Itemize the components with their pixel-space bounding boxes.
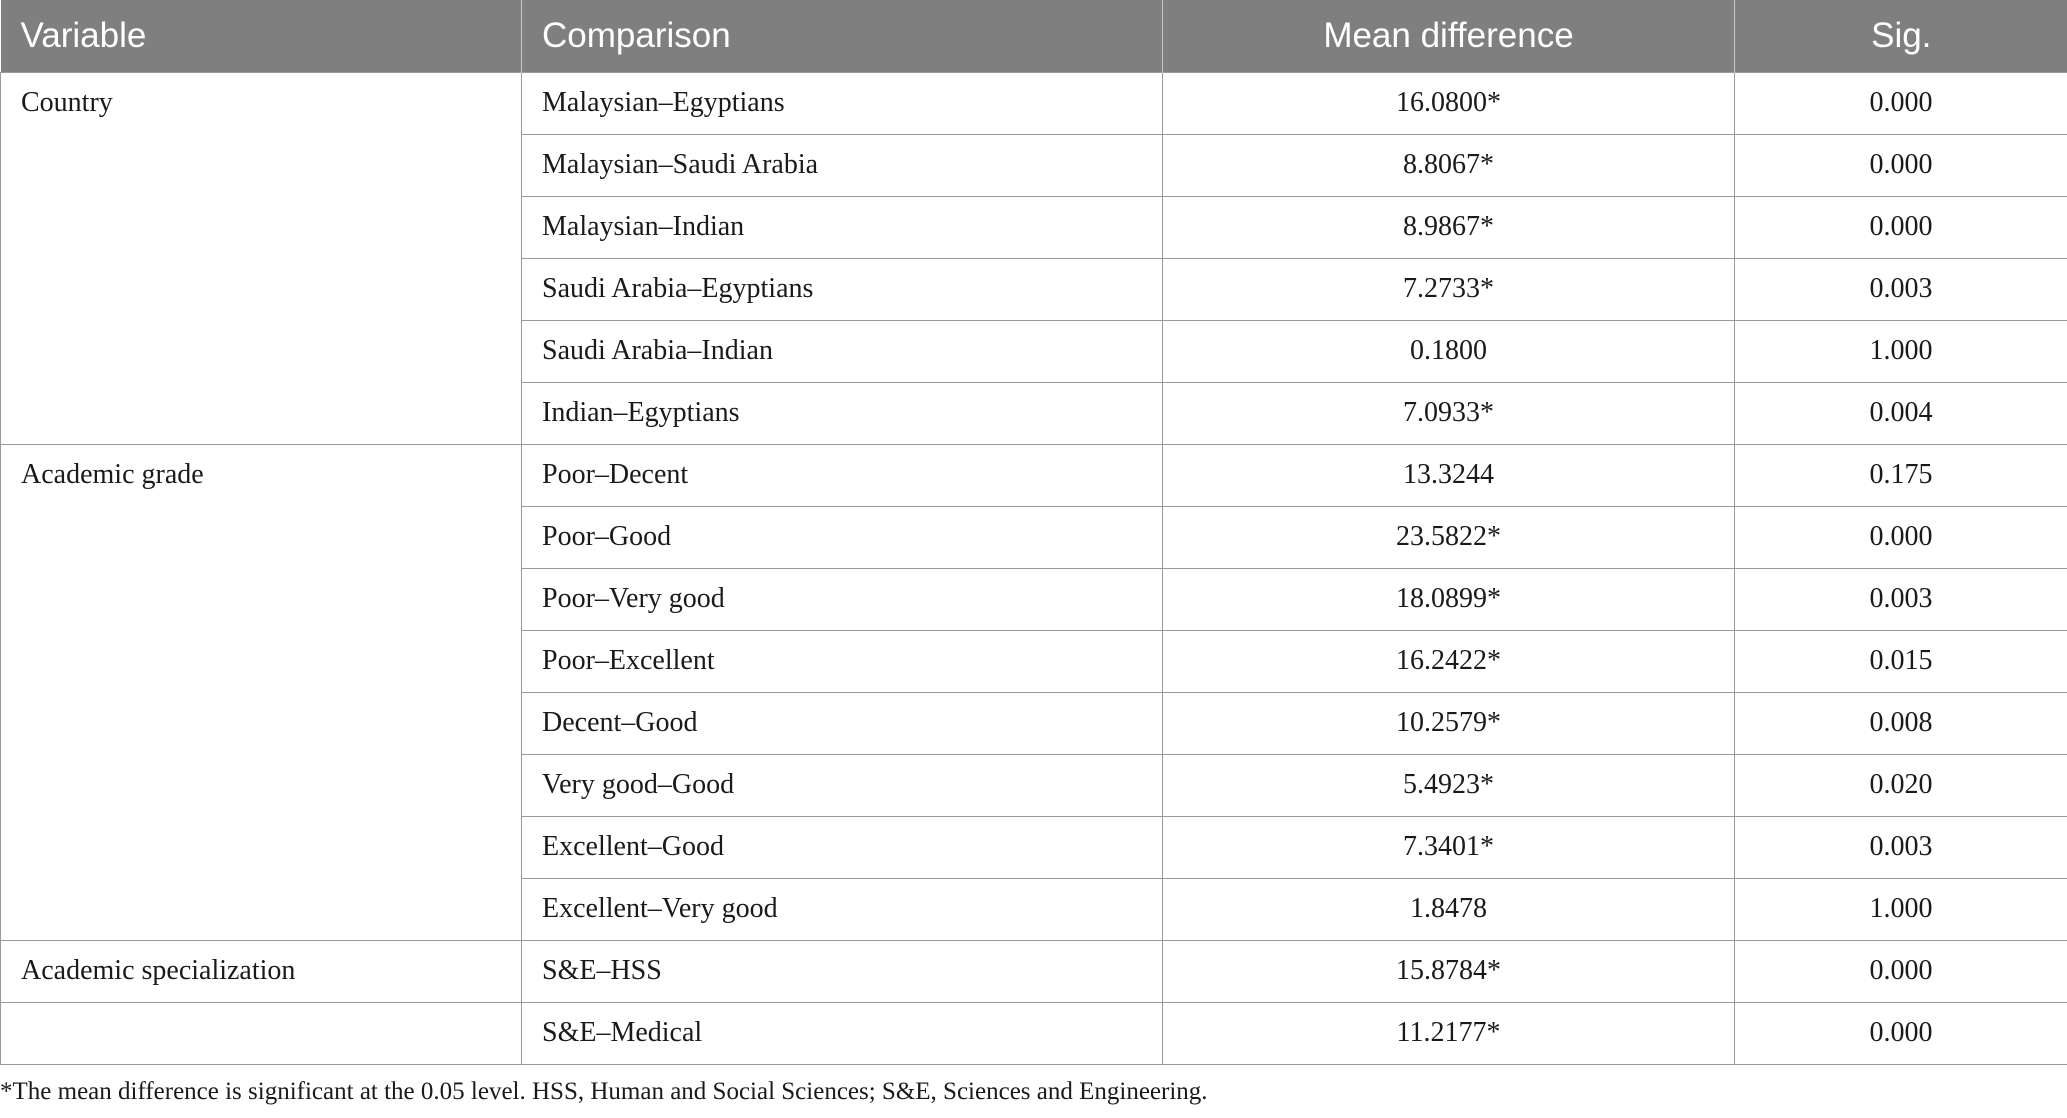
mean-difference-cell: 11.2177* bbox=[1163, 1002, 1735, 1064]
table-row bbox=[1, 940, 2067, 1002]
mean-difference-cell: 1.8478 bbox=[1163, 878, 1735, 940]
table-footnote: *The mean difference is significant at the 0.05 level. HSS, Human and Social Sciences; S&E, Sciences and Engineering. bbox=[0, 1078, 1208, 1105]
mean-difference-cell: 16.0800* bbox=[1163, 72, 1735, 134]
sig-cell: 0.003 bbox=[1735, 816, 2067, 878]
comparison-cell: Saudi Arabia–Egyptians bbox=[522, 258, 1163, 320]
variable-cell-empty bbox=[1, 1002, 522, 1064]
header-variable: Variable bbox=[1, 0, 522, 72]
sig-cell: 0.175 bbox=[1735, 444, 2067, 506]
mean-difference-cell: 8.8067* bbox=[1163, 134, 1735, 196]
mean-difference-cell: 10.2579* bbox=[1163, 692, 1735, 754]
header-mean-difference: Mean difference bbox=[1163, 0, 1735, 72]
table-header-row bbox=[1, 0, 2067, 72]
header-comparison: Comparison bbox=[522, 0, 1163, 72]
header-sig: Sig. bbox=[1735, 0, 2067, 72]
sig-cell: 0.004 bbox=[1735, 382, 2067, 444]
mean-difference-cell: 5.4923* bbox=[1163, 754, 1735, 816]
comparison-cell: Malaysian–Indian bbox=[522, 196, 1163, 258]
comparison-cell: Poor–Very good bbox=[522, 568, 1163, 630]
mean-difference-cell: 13.3244 bbox=[1163, 444, 1735, 506]
sig-cell: 0.003 bbox=[1735, 568, 2067, 630]
comparison-cell: Poor–Good bbox=[522, 506, 1163, 568]
sig-cell: 0.015 bbox=[1735, 630, 2067, 692]
variable-cell-academic-grade: Academic grade bbox=[1, 444, 522, 940]
mean-difference-cell: 8.9867* bbox=[1163, 196, 1735, 258]
table-row bbox=[1, 1002, 2067, 1064]
mean-difference-cell: 0.1800 bbox=[1163, 320, 1735, 382]
table-row bbox=[1, 444, 2067, 506]
sig-cell: 1.000 bbox=[1735, 320, 2067, 382]
mean-difference-cell: 7.2733* bbox=[1163, 258, 1735, 320]
comparison-cell: Malaysian–Saudi Arabia bbox=[522, 134, 1163, 196]
mean-difference-cell: 7.3401* bbox=[1163, 816, 1735, 878]
sig-cell: 0.000 bbox=[1735, 940, 2067, 1002]
comparison-cell: Indian–Egyptians bbox=[522, 382, 1163, 444]
sig-cell: 0.000 bbox=[1735, 506, 2067, 568]
comparison-cell: Saudi Arabia–Indian bbox=[522, 320, 1163, 382]
sig-cell: 0.000 bbox=[1735, 134, 2067, 196]
table-row bbox=[1, 72, 2067, 134]
sig-cell: 0.000 bbox=[1735, 72, 2067, 134]
mean-difference-cell: 16.2422* bbox=[1163, 630, 1735, 692]
comparison-cell: Malaysian–Egyptians bbox=[522, 72, 1163, 134]
sig-cell: 0.003 bbox=[1735, 258, 2067, 320]
sig-cell: 1.000 bbox=[1735, 878, 2067, 940]
mean-difference-cell: 7.0933* bbox=[1163, 382, 1735, 444]
sig-cell: 0.008 bbox=[1735, 692, 2067, 754]
mean-difference-cell: 23.5822* bbox=[1163, 506, 1735, 568]
variable-cell-academic-specialization: Academic specialization bbox=[1, 940, 522, 1002]
comparison-cell: S&E–HSS bbox=[522, 940, 1163, 1002]
comparison-cell: Excellent–Good bbox=[522, 816, 1163, 878]
mean-difference-cell: 18.0899* bbox=[1163, 568, 1735, 630]
sig-cell: 0.000 bbox=[1735, 1002, 2067, 1064]
variable-cell-country: Country bbox=[1, 72, 522, 444]
sig-cell: 0.000 bbox=[1735, 196, 2067, 258]
sig-cell: 0.020 bbox=[1735, 754, 2067, 816]
comparison-cell: Poor–Decent bbox=[522, 444, 1163, 506]
comparison-cell: S&E–Medical bbox=[522, 1002, 1163, 1064]
comparison-cell: Very good–Good bbox=[522, 754, 1163, 816]
comparison-cell: Decent–Good bbox=[522, 692, 1163, 754]
mean-difference-cell: 15.8784* bbox=[1163, 940, 1735, 1002]
comparison-cell: Excellent–Very good bbox=[522, 878, 1163, 940]
comparison-cell: Poor–Excellent bbox=[522, 630, 1163, 692]
